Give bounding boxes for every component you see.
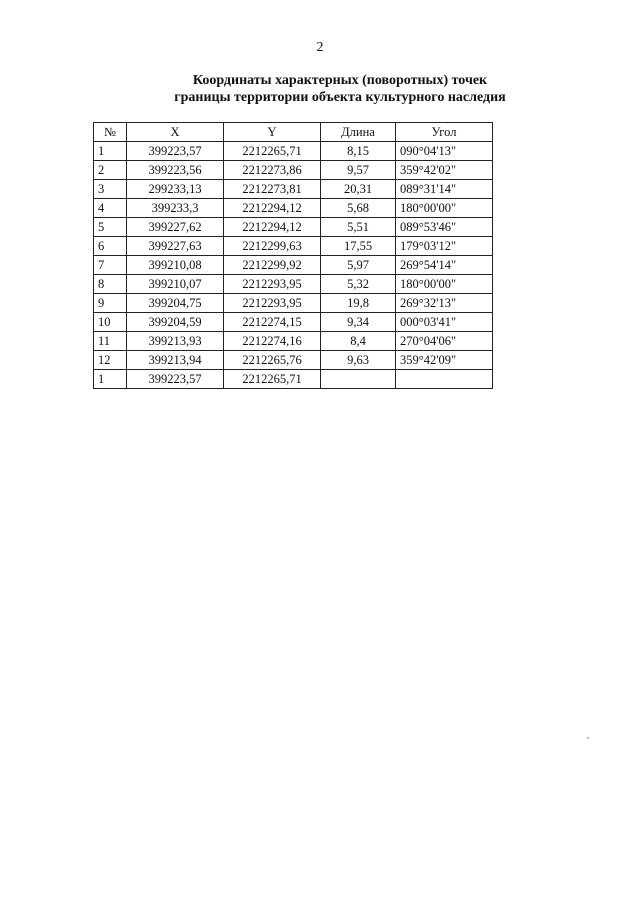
table-row (94, 218, 493, 237)
header-y: Y (224, 123, 321, 142)
cell-x: 399213,93 (127, 332, 224, 351)
cell-number: 5 (94, 218, 127, 237)
title-line-1: Координаты характерных (поворотных) точек (192, 73, 488, 88)
cell-length: 5,51 (321, 218, 396, 237)
cell-angle: 090°04'13" (396, 142, 493, 161)
cell-length: 5,32 (321, 275, 396, 294)
cell-number: 8 (94, 275, 127, 294)
cell-y: 2212293,95 (224, 294, 321, 313)
cell-length: 5,68 (321, 199, 396, 218)
scan-speck (587, 737, 589, 739)
table-row (94, 351, 493, 370)
table-row (94, 237, 493, 256)
cell-x: 399223,57 (127, 370, 224, 389)
cell-angle (396, 370, 493, 389)
cell-angle: 269°32'13" (396, 294, 493, 313)
cell-length: 8,4 (321, 332, 396, 351)
cell-length: 9,34 (321, 313, 396, 332)
header-length: Длина (321, 123, 396, 142)
cell-number: 9 (94, 294, 127, 313)
cell-length (321, 370, 396, 389)
cell-y: 2212294,12 (224, 199, 321, 218)
cell-y: 2212273,81 (224, 180, 321, 199)
cell-number: 1 (94, 142, 127, 161)
document-title (80, 72, 600, 106)
cell-number: 1 (94, 370, 127, 389)
cell-angle: 359°42'02" (396, 161, 493, 180)
cell-y: 2212293,95 (224, 275, 321, 294)
cell-x: 399213,94 (127, 351, 224, 370)
cell-x: 399223,57 (127, 142, 224, 161)
cell-x: 299233,13 (127, 180, 224, 199)
cell-length: 8,15 (321, 142, 396, 161)
cell-length: 17,55 (321, 237, 396, 256)
table-row (94, 256, 493, 275)
cell-x: 399233,3 (127, 199, 224, 218)
cell-length: 20,31 (321, 180, 396, 199)
table-row (94, 275, 493, 294)
cell-angle: 179°03'12" (396, 237, 493, 256)
coordinates-table (93, 122, 493, 389)
cell-length: 9,57 (321, 161, 396, 180)
cell-number: 6 (94, 237, 127, 256)
table-row (94, 370, 493, 389)
table-row (94, 332, 493, 351)
cell-number: 12 (94, 351, 127, 370)
header-number: № (94, 123, 127, 142)
cell-y: 2212274,15 (224, 313, 321, 332)
cell-angle: 180°00'00" (396, 199, 493, 218)
cell-x: 399210,07 (127, 275, 224, 294)
cell-length: 5,97 (321, 256, 396, 275)
cell-y: 2212265,71 (224, 142, 321, 161)
table-row (94, 199, 493, 218)
header-angle: Угол (396, 123, 493, 142)
page-number: 2 (316, 40, 324, 55)
cell-length: 9,63 (321, 351, 396, 370)
cell-number: 2 (94, 161, 127, 180)
table-header-row (94, 123, 493, 142)
cell-y: 2212299,92 (224, 256, 321, 275)
table-row (94, 313, 493, 332)
cell-x: 399223,56 (127, 161, 224, 180)
table-row (94, 142, 493, 161)
cell-y: 2212274,16 (224, 332, 321, 351)
cell-y: 2212299,63 (224, 237, 321, 256)
cell-length: 19,8 (321, 294, 396, 313)
cell-y: 2212273,86 (224, 161, 321, 180)
cell-y: 2212294,12 (224, 218, 321, 237)
table-row (94, 161, 493, 180)
cell-number: 7 (94, 256, 127, 275)
table-row (94, 180, 493, 199)
cell-angle: 359°42'09" (396, 351, 493, 370)
cell-y: 2212265,76 (224, 351, 321, 370)
cell-angle: 270°04'06" (396, 332, 493, 351)
cell-y: 2212265,71 (224, 370, 321, 389)
cell-number: 10 (94, 313, 127, 332)
table-row (94, 294, 493, 313)
cell-number: 11 (94, 332, 127, 351)
cell-number: 4 (94, 199, 127, 218)
cell-number: 3 (94, 180, 127, 199)
cell-x: 399210,08 (127, 256, 224, 275)
cell-angle: 089°31'14" (396, 180, 493, 199)
cell-angle: 000°03'41" (396, 313, 493, 332)
cell-x: 399204,75 (127, 294, 224, 313)
cell-angle: 089°53'46" (396, 218, 493, 237)
cell-x: 399227,62 (127, 218, 224, 237)
cell-x: 399204,59 (127, 313, 224, 332)
cell-angle: 269°54'14" (396, 256, 493, 275)
header-x: X (127, 123, 224, 142)
cell-x: 399227,63 (127, 237, 224, 256)
title-line-2: границы территории объекта культурного наследия (174, 90, 506, 105)
cell-angle: 180°00'00" (396, 275, 493, 294)
